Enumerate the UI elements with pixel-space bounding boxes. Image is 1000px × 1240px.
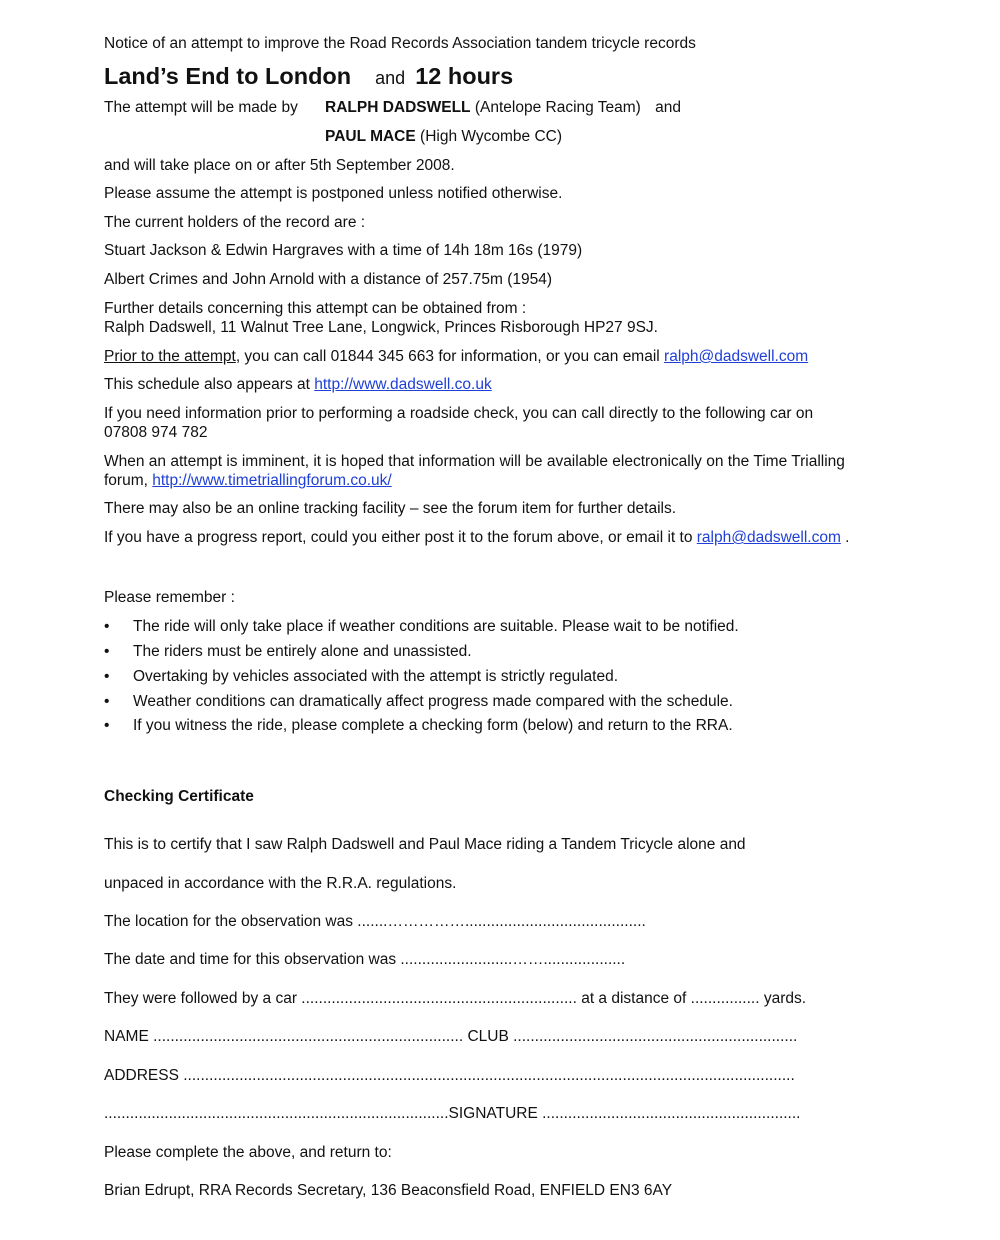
holder-distance-record: Albert Crimes and John Arnold with a distance of 257.75m (1954) (104, 271, 553, 288)
rider-2-name: PAUL MACE (325, 128, 416, 145)
progress-line (104, 528, 850, 547)
notice-line: Notice of an attempt to improve the Road Records Association tandem tricycle records (104, 35, 696, 52)
prior-label: Prior to the attempt (104, 348, 236, 365)
roadside-phone: 07808 974 782 (104, 424, 208, 441)
forum-link[interactable]: http://www.timetriallingforum.co.uk/ (152, 472, 392, 489)
return-intro: Please complete the above, and return to: (104, 1144, 392, 1161)
datetime-field[interactable]: The date and time for this observation was ..........................……................... (104, 951, 626, 968)
contact-text: , you can call 01844 345 663 for information, or you can email (235, 348, 665, 365)
rider-2 (325, 127, 562, 146)
website-link[interactable]: http://www.dadswell.co.uk (314, 376, 492, 393)
remember-heading: Please remember : (104, 589, 235, 606)
remember-item: If you witness the ride, please complete a checking form (below) and return to the RRA. (133, 717, 733, 734)
schedule-text: This schedule also appears at (104, 376, 315, 393)
certify-line-2: unpaced in accordance with the R.R.A. regulations. (104, 875, 457, 892)
bullet-icon: • (104, 717, 110, 734)
rider-1 (325, 98, 681, 117)
certify-line-1: This is to certify that I saw Ralph Dadswell and Paul Mace riding a Tandem Tricycle alone and (104, 836, 746, 853)
page-title (104, 62, 513, 92)
signature-field[interactable]: ................................................................................SIGNATURE ............................................................ (104, 1105, 801, 1122)
riders-intro: The attempt will be made by (104, 99, 298, 116)
bullet-icon: • (104, 693, 110, 710)
rider-1-name: RALPH DADSWELL (325, 99, 471, 116)
holder-time-record: Stuart Jackson & Edwin Hargraves with a time of 14h 18m 16s (1979) (104, 242, 583, 259)
rider-2-club: (High Wycombe CC) (420, 128, 562, 145)
progress-text: If you have a progress report, could you either post it to the forum above, or email it to (104, 529, 697, 546)
postponed-line: Please assume the attempt is postponed unless notified otherwise. (104, 185, 563, 202)
bullet-icon: • (104, 618, 110, 635)
imminent-prefix: forum, (104, 472, 153, 489)
name-club-field[interactable]: NAME ........................................................................ CLUB .................................................................. (104, 1028, 798, 1045)
holders-intro: The current holders of the record are : (104, 214, 366, 231)
car-distance-field[interactable]: They were followed by a car ................................................................ at a distance of ................ yards. (104, 990, 807, 1007)
date-line: and will take place on or after 5th September 2008. (104, 157, 455, 174)
contact-line (104, 347, 808, 366)
title-duration: 12 hours (415, 63, 514, 89)
bullet-icon: • (104, 668, 110, 685)
roadside-line-1: If you need information prior to performing a roadside check, you can call directly to the following car on (104, 405, 814, 422)
progress-email-link[interactable]: ralph@dadswell.com (696, 529, 841, 546)
title-route: Land’s End to London (104, 63, 352, 89)
imminent-line-2 (104, 471, 392, 490)
remember-item: Overtaking by vehicles associated with the attempt is strictly regulated. (133, 668, 619, 685)
location-field[interactable]: The location for the observation was .......…………….......................................... (104, 913, 646, 930)
remember-item: The ride will only take place if weather conditions are suitable. Please wait to be notified. (133, 618, 739, 635)
certificate-heading: Checking Certificate (104, 788, 254, 805)
title-and: and (375, 68, 406, 88)
bullet-icon: • (104, 643, 110, 660)
progress-suffix: . (840, 529, 850, 546)
email-link[interactable]: ralph@dadswell.com (664, 348, 809, 365)
riders-and: and (655, 99, 682, 116)
tracking-line: There may also be an online tracking facility – see the forum item for further details. (104, 500, 677, 517)
remember-item: Weather conditions can dramatically affect progress made compared with the schedule. (133, 693, 733, 710)
details-address: Ralph Dadswell, 11 Walnut Tree Lane, Longwick, Princes Risborough HP27 9SJ. (104, 319, 658, 336)
details-line-1: Further details concerning this attempt can be obtained from : (104, 300, 527, 317)
imminent-line-1: When an attempt is imminent, it is hoped that information will be available electronically on the Time Trialling (104, 453, 845, 470)
address-field[interactable]: ADDRESS .............................................................................................................................................. (104, 1067, 795, 1084)
return-address: Brian Edrupt, RRA Records Secretary, 136 Beaconsfield Road, ENFIELD EN3 6AY (104, 1182, 673, 1199)
schedule-line (104, 375, 492, 394)
remember-item: The riders must be entirely alone and unassisted. (133, 643, 472, 660)
rider-1-club: (Antelope Racing Team) (474, 99, 641, 116)
